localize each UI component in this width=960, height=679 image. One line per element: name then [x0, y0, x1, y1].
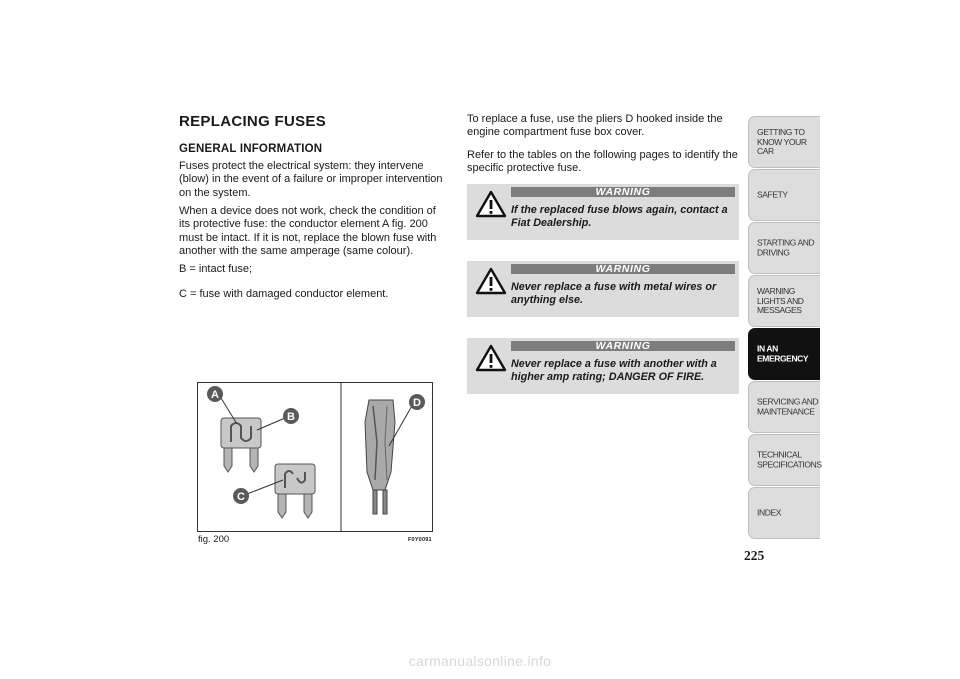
paragraph: Fuses protect the electrical system: they intervene (blow) in the event of a failure or improper intervention on the system.	[179, 160, 443, 199]
tab-in-an-emergency[interactable]	[748, 328, 820, 380]
section-title: REPLACING FUSES	[179, 113, 327, 130]
svg-text:D: D	[413, 397, 421, 409]
tab-label: STARTING AND DRIVING	[757, 237, 815, 257]
tab-safety[interactable]	[748, 169, 820, 221]
figure-code: F0Y0091	[408, 537, 432, 543]
tab-label: GETTING TO KNOW YOUR CAR	[757, 126, 807, 156]
warning-box	[467, 184, 739, 240]
warning-triangle-icon	[475, 266, 507, 296]
label-c	[233, 488, 249, 504]
svg-text:B: B	[287, 411, 295, 423]
tab-servicing-and-maintenance[interactable]	[748, 381, 820, 433]
tab-label: SERVICING AND MAINTENANCE	[757, 396, 819, 416]
warning-triangle-icon	[475, 189, 507, 219]
paragraph: C = fuse with damaged conductor element.	[179, 288, 389, 300]
tab-label: INDEX	[757, 507, 781, 518]
svg-text:C: C	[237, 491, 245, 503]
tab-label: WARNING LIGHTS AND MESSAGES	[757, 285, 804, 315]
warning-header: WARNING	[511, 264, 735, 274]
tab-label: SAFETY	[757, 189, 788, 200]
paragraph: When a device does not work, check the condition of its protective fuse: the conductor element A fig. 200 must be intact. If it is not, replace the blown fuse with another with the same amperage (same colour).	[179, 205, 437, 257]
warning-text: Never replace a fuse with metal wires or anything else.	[511, 281, 717, 306]
fuse-figure	[197, 382, 433, 532]
paragraph: Refer to the tables on the following pages to identify the specific protective fuse.	[467, 149, 738, 175]
warning-text: Never replace a fuse with another with a higher amp rating; DANGER OF FIRE.	[511, 358, 717, 383]
label-b	[283, 408, 299, 424]
tab-index[interactable]	[748, 487, 820, 539]
paragraph: To replace a fuse, use the pliers D hooked inside the engine compartment fuse box cover.	[467, 113, 723, 139]
figure-caption: fig. 200	[198, 534, 230, 545]
warning-text: If the replaced fuse blows again, contact a Fiat Dealership.	[511, 204, 728, 229]
tab-warning-lights-and-messages[interactable]	[748, 275, 820, 327]
tab-getting-to-know-your-car[interactable]	[748, 116, 820, 168]
watermark: carmanualsonline.info	[408, 653, 552, 669]
warning-header: WARNING	[511, 341, 735, 351]
tab-label: IN AN EMERGENCY	[757, 343, 809, 363]
label-d	[409, 394, 425, 410]
warning-triangle-icon	[475, 343, 507, 373]
fuse-illustration	[197, 382, 433, 532]
warning-box	[467, 338, 739, 394]
warning-box	[467, 261, 739, 317]
page-number: 225	[744, 548, 765, 563]
warning-header: WARNING	[511, 187, 735, 197]
svg-text:A: A	[211, 389, 219, 401]
tab-technical-specifications[interactable]	[748, 434, 820, 486]
tab-starting-and-driving[interactable]	[748, 222, 820, 274]
section-subtitle: GENERAL INFORMATION	[179, 143, 323, 155]
tab-label: TECHNICAL SPECIFICATIONS	[757, 449, 822, 469]
paragraph: B = intact fuse;	[179, 263, 253, 275]
chapter-tabs	[744, 116, 820, 546]
label-a	[207, 386, 223, 402]
